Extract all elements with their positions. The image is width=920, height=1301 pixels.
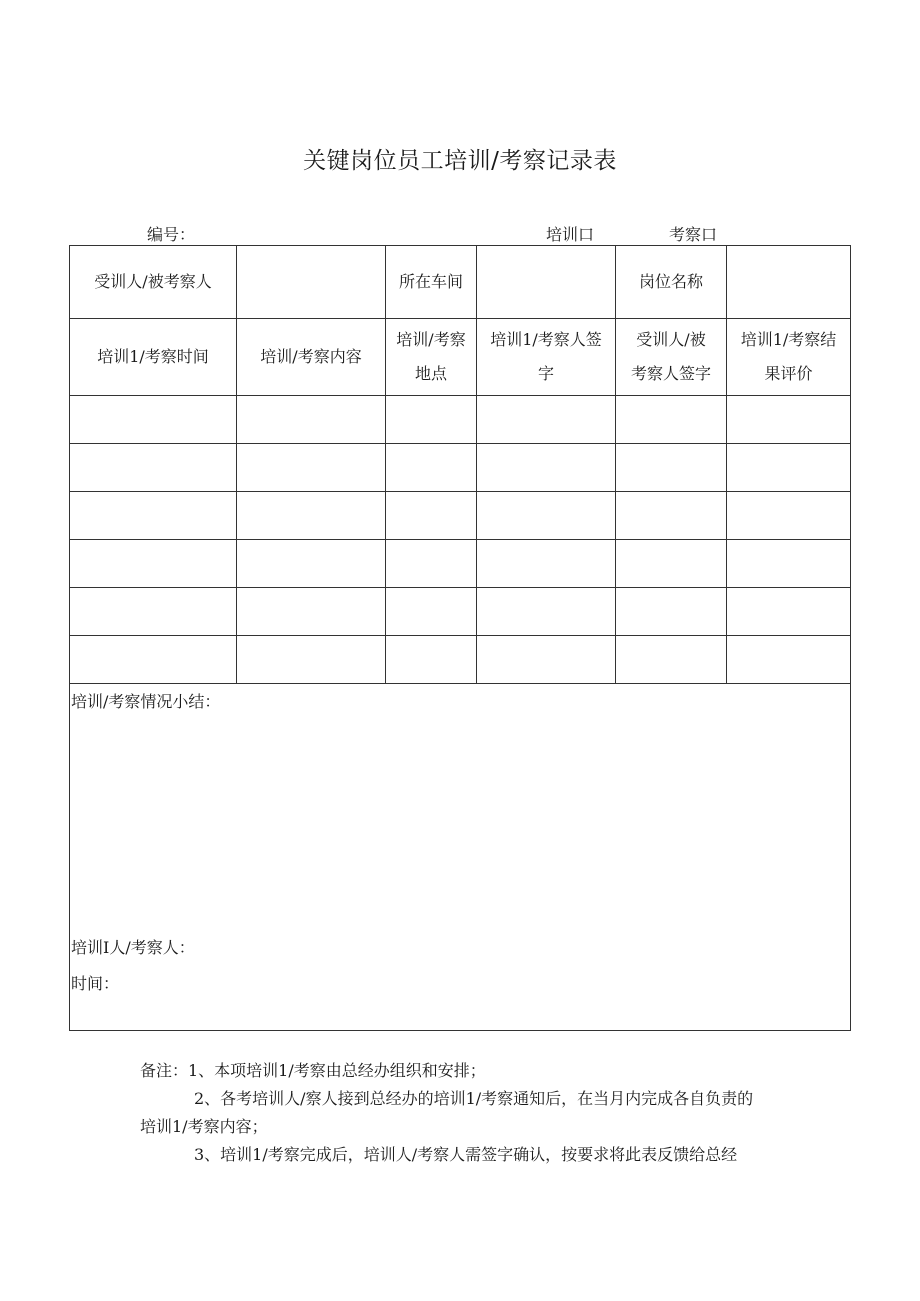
table-cell[interactable] <box>616 444 727 492</box>
table-cell[interactable] <box>477 396 616 444</box>
note-line-3: 培训1/考察内容； <box>140 1117 268 1136</box>
table-cell[interactable] <box>70 444 237 492</box>
table-cell[interactable] <box>70 588 237 636</box>
table-cell[interactable] <box>727 636 851 684</box>
table-cell[interactable] <box>237 636 386 684</box>
position-value-cell[interactable] <box>727 246 851 319</box>
table-cell[interactable] <box>477 444 616 492</box>
table-cell[interactable] <box>727 540 851 588</box>
column-header-6 <box>727 319 851 396</box>
table-cell[interactable] <box>386 396 477 444</box>
table-cell[interactable] <box>727 396 851 444</box>
table-cell[interactable] <box>616 396 727 444</box>
summary-cell[interactable] <box>70 684 851 1031</box>
table-cell[interactable] <box>237 396 386 444</box>
table-row <box>70 444 851 492</box>
table-row <box>70 588 851 636</box>
column-header-4 <box>477 319 616 396</box>
table-cell[interactable] <box>727 588 851 636</box>
table-cell[interactable] <box>237 588 386 636</box>
note-line-2: 2、各考培训人/察人接到总经办的培训1/考察通知后，在当月内完成各自负责的 <box>194 1089 754 1108</box>
column-header-1 <box>70 319 237 396</box>
training-checkbox[interactable]: 培训口 <box>546 225 595 244</box>
table-cell[interactable] <box>237 540 386 588</box>
table-cell[interactable] <box>727 492 851 540</box>
record-table <box>69 245 851 1031</box>
trainee-label: 受训人/被考察人 <box>70 246 237 319</box>
table-cell[interactable] <box>727 444 851 492</box>
table-cell[interactable] <box>386 588 477 636</box>
table-cell[interactable] <box>70 396 237 444</box>
column-header-line: 考察人签字 <box>630 364 711 383</box>
table-cell[interactable] <box>70 636 237 684</box>
table-cell[interactable] <box>616 540 727 588</box>
column-header-2 <box>237 319 386 396</box>
column-header-line: 受训人/被 <box>636 330 706 349</box>
table-cell[interactable] <box>237 444 386 492</box>
table-cell[interactable] <box>616 636 727 684</box>
table-row <box>70 492 851 540</box>
time-label: 时间： <box>71 974 120 993</box>
table-cell[interactable] <box>70 540 237 588</box>
workshop-value-cell[interactable] <box>477 246 616 319</box>
column-header-line: 果评价 <box>764 364 813 383</box>
table-cell[interactable] <box>386 492 477 540</box>
column-header-line: 培训1/考察时间 <box>97 347 209 366</box>
column-header-line: 培训1/考察人签 <box>490 330 602 349</box>
table-cell[interactable] <box>477 492 616 540</box>
column-header-line: 字 <box>537 364 554 383</box>
header-row <box>70 319 851 396</box>
column-header-line: 培训/考察 <box>396 330 466 349</box>
table-cell[interactable] <box>477 588 616 636</box>
table-cell[interactable] <box>70 492 237 540</box>
column-header-3 <box>386 319 477 396</box>
workshop-label: 所在车间 <box>386 246 477 319</box>
inspection-checkbox[interactable]: 考察口 <box>669 225 718 244</box>
table-row <box>70 396 851 444</box>
table-cell[interactable] <box>386 636 477 684</box>
table-cell[interactable] <box>477 636 616 684</box>
position-label: 岗位名称 <box>616 246 727 319</box>
table-cell[interactable] <box>386 444 477 492</box>
note-line-1: 备注：1、本项培训1/考察由总经办组织和安排； <box>140 1061 486 1080</box>
form-number-label: 编号： <box>147 225 196 244</box>
table-cell[interactable] <box>386 540 477 588</box>
page-title: 关键岗位员工培训/考察记录表 <box>303 148 617 174</box>
table-row <box>70 636 851 684</box>
column-header-line: 培训/考察内容 <box>260 347 362 366</box>
trainee-value-cell[interactable] <box>237 246 386 319</box>
column-header-line: 地点 <box>414 364 447 383</box>
table-row <box>70 540 851 588</box>
notes <box>140 1057 845 1169</box>
trainer-label: 培训I人/考察人： <box>71 938 195 957</box>
column-header-5 <box>616 319 727 396</box>
summary-label: 培训/考察情况小结： <box>71 692 221 711</box>
column-header-line: 培训1/考察结 <box>740 330 837 349</box>
note-line-4: 3、培训1/考察完成后，培训人/考察人需签字确认，按要求将此表反馈给总经 <box>194 1145 738 1164</box>
data-rows <box>70 396 851 684</box>
table-cell[interactable] <box>616 492 727 540</box>
table-cell[interactable] <box>477 540 616 588</box>
table-cell[interactable] <box>237 492 386 540</box>
table-cell[interactable] <box>616 588 727 636</box>
